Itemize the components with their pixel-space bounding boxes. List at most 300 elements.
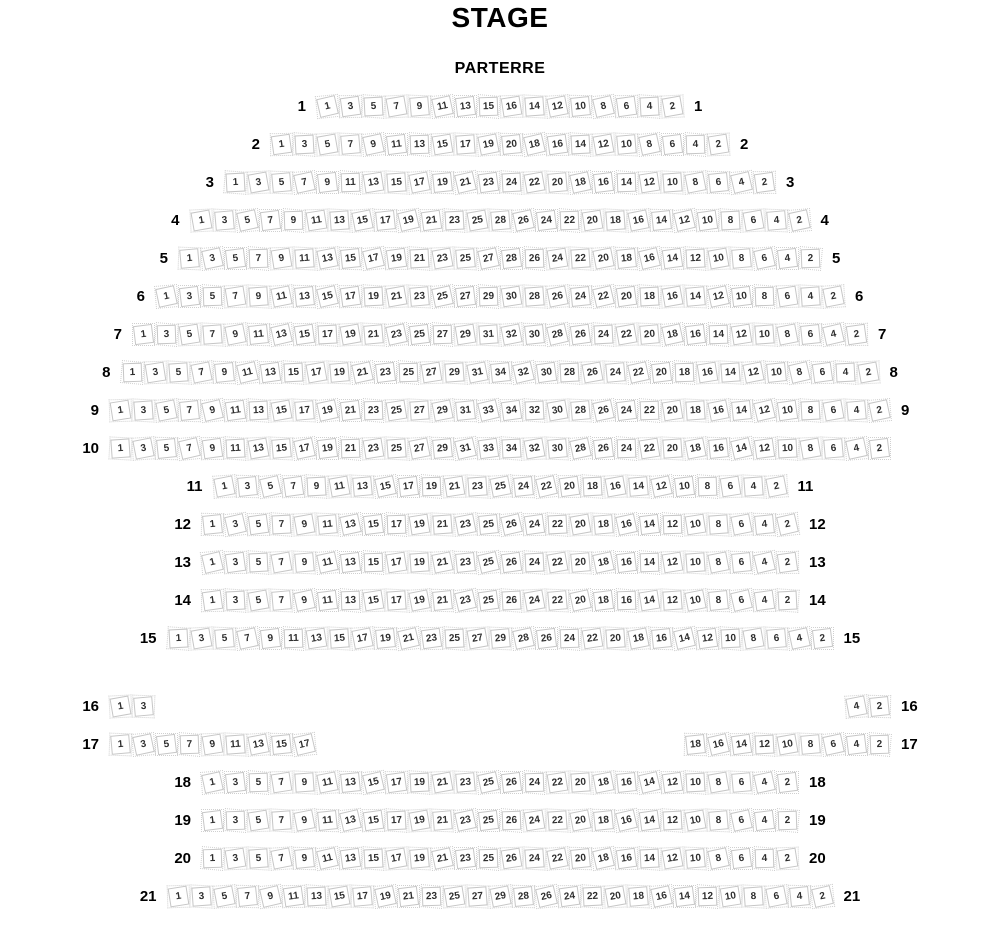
seat-row17-13[interactable] [247, 733, 269, 755]
seat-row4-5[interactable] [236, 209, 259, 232]
seat-row18-13[interactable] [340, 772, 361, 793]
seat-row15-16[interactable] [651, 628, 672, 649]
seat-row13-1[interactable] [201, 551, 224, 574]
seat-row9-17[interactable] [294, 400, 315, 421]
seat-row9-15[interactable] [270, 399, 292, 421]
seat-row2-3[interactable] [295, 134, 315, 154]
seat-row10-28[interactable] [569, 437, 592, 460]
seat-row12-20[interactable] [569, 513, 591, 535]
seat-row3-24[interactable] [502, 172, 522, 192]
seat-row9-14[interactable] [731, 400, 752, 421]
seat-row14-15[interactable] [363, 589, 385, 611]
seat-row11-20[interactable] [558, 475, 579, 496]
seat-row14-17[interactable] [386, 590, 406, 610]
seat-row9-31[interactable] [455, 400, 476, 421]
seat-row8-29[interactable] [444, 362, 464, 382]
seat-row12-26[interactable] [500, 513, 523, 536]
seat-row9-16[interactable] [707, 399, 729, 421]
seat-row2-12[interactable] [592, 133, 614, 155]
seat-row11-8[interactable] [697, 476, 717, 496]
seat-row6-20[interactable] [616, 285, 637, 306]
seat-row19-14[interactable] [639, 809, 660, 830]
seat-row8-25[interactable] [398, 362, 418, 382]
seat-row9-26[interactable] [592, 399, 615, 422]
seat-row15-12[interactable] [696, 627, 717, 648]
seat-row6-2[interactable] [822, 285, 844, 307]
seat-row7-17[interactable] [318, 324, 338, 344]
seat-row18-5[interactable] [249, 772, 269, 792]
seat-row10-30[interactable] [547, 438, 568, 459]
seat-row4-24[interactable] [535, 209, 556, 230]
seat-row12-10[interactable] [685, 513, 707, 535]
seat-row15-19[interactable] [375, 628, 396, 649]
seat-row3-22[interactable] [523, 171, 545, 193]
seat-row11-10[interactable] [673, 475, 694, 496]
seat-row20-15[interactable] [364, 848, 384, 868]
seat-row15-15[interactable] [329, 628, 349, 648]
seat-row4-3[interactable] [214, 210, 235, 231]
seat-row6-10[interactable] [731, 285, 752, 306]
seat-row17-7[interactable] [180, 734, 200, 754]
seat-row15-17[interactable] [351, 627, 373, 649]
seat-row15-20[interactable] [605, 628, 625, 648]
seat-row6-14[interactable] [685, 286, 706, 307]
seat-row5-11[interactable] [294, 248, 314, 268]
seat-row9-6[interactable] [822, 399, 844, 421]
seat-row7-7[interactable] [202, 324, 222, 344]
seat-row7-27[interactable] [433, 324, 453, 344]
seat-row7-14[interactable] [709, 324, 729, 344]
seat-row12-6[interactable] [730, 513, 752, 535]
seat-row21-24[interactable] [558, 885, 579, 906]
seat-row7-21[interactable] [363, 324, 384, 345]
seat-row18-21[interactable] [431, 771, 453, 793]
seat-row8-30[interactable] [535, 361, 556, 382]
seat-row14-13[interactable] [341, 590, 361, 610]
seat-row10-17[interactable] [293, 437, 316, 460]
seat-row14-23[interactable] [454, 589, 477, 612]
seat-row12-16[interactable] [615, 513, 638, 536]
seat-row1-12[interactable] [546, 95, 568, 117]
seat-row4-15[interactable] [351, 209, 373, 231]
seat-row8-34[interactable] [490, 362, 511, 383]
seat-row9-24[interactable] [616, 399, 637, 420]
seat-row14-14[interactable] [639, 589, 661, 611]
seat-row19-12[interactable] [663, 810, 683, 830]
seat-row3-6[interactable] [708, 172, 729, 193]
seat-row8-28[interactable] [559, 362, 579, 382]
seat-row12-2[interactable] [776, 513, 799, 536]
seat-row13-12[interactable] [662, 551, 684, 573]
seat-row4-8[interactable] [720, 210, 740, 230]
seat-row3-11[interactable] [341, 172, 361, 192]
seat-row17-18[interactable] [685, 734, 706, 755]
seat-row14-7[interactable] [271, 590, 292, 611]
seat-row17-1[interactable] [110, 734, 131, 755]
seat-row6-7[interactable] [225, 285, 247, 307]
seat-row3-12[interactable] [639, 171, 661, 193]
seat-row14-6[interactable] [730, 589, 753, 612]
seat-row2-10[interactable] [616, 134, 637, 155]
seat-row20-7[interactable] [270, 847, 292, 869]
seat-row3-4[interactable] [730, 171, 753, 194]
seat-row9-2[interactable] [868, 399, 891, 422]
seat-row12-7[interactable] [272, 514, 292, 534]
seat-row20-8[interactable] [707, 847, 730, 870]
seat-row21-12[interactable] [697, 886, 717, 906]
seat-row7-5[interactable] [179, 323, 201, 345]
seat-row6-11[interactable] [270, 285, 292, 307]
seat-row9-18[interactable] [685, 400, 705, 420]
seat-row10-5[interactable] [156, 438, 177, 459]
seat-row9-10[interactable] [777, 399, 798, 420]
seat-row14-2[interactable] [778, 590, 798, 610]
seat-row18-9[interactable] [294, 772, 314, 792]
seat-row12-14[interactable] [639, 513, 660, 534]
seat-row12-18[interactable] [593, 514, 614, 535]
seat-row20-1[interactable] [203, 848, 223, 868]
seat-row7-11[interactable] [248, 324, 269, 345]
seat-row20-2[interactable] [777, 847, 799, 869]
seat-row9-11[interactable] [225, 399, 246, 420]
seat-row18-3[interactable] [225, 771, 246, 792]
seat-row15-28[interactable] [512, 627, 535, 650]
seat-row10-15[interactable] [271, 438, 292, 459]
seat-row21-26[interactable] [535, 885, 558, 908]
seat-row17-11[interactable] [225, 734, 245, 754]
seat-row20-21[interactable] [431, 847, 454, 870]
seat-row11-6[interactable] [719, 475, 741, 497]
seat-row11-17[interactable] [397, 475, 418, 496]
seat-row21-9[interactable] [259, 885, 282, 908]
seat-row13-22[interactable] [546, 551, 568, 573]
seat-row18-24[interactable] [525, 772, 545, 792]
seat-row8-32[interactable] [512, 361, 535, 384]
seat-row17-14[interactable] [731, 733, 752, 754]
seat-row3-20[interactable] [547, 172, 568, 193]
seat-row5-28[interactable] [501, 247, 522, 268]
seat-row1-7[interactable] [385, 95, 407, 117]
seat-row17-8[interactable] [800, 734, 821, 755]
seat-row20-13[interactable] [340, 847, 361, 868]
seat-row15-24[interactable] [559, 628, 579, 648]
seat-row9-20[interactable] [662, 399, 684, 421]
seat-row10-19[interactable] [317, 437, 338, 458]
seat-row11-18[interactable] [582, 476, 602, 496]
seat-row4-20[interactable] [581, 209, 603, 231]
seat-row7-8[interactable] [776, 323, 798, 345]
seat-row2-17[interactable] [455, 134, 475, 154]
seat-row20-3[interactable] [225, 847, 247, 869]
seat-row7-23[interactable] [385, 323, 408, 346]
seat-row3-10[interactable] [662, 172, 682, 192]
seat-row8-19[interactable] [329, 362, 350, 383]
seat-row8-1[interactable] [122, 362, 142, 382]
seat-row11-2[interactable] [765, 475, 787, 497]
seat-row11-19[interactable] [421, 476, 441, 496]
seat-row17-4[interactable] [846, 733, 867, 754]
seat-row15-27[interactable] [466, 627, 488, 649]
seat-row10-32[interactable] [523, 437, 545, 459]
seat-row1-8[interactable] [592, 95, 615, 118]
seat-row8-17[interactable] [305, 361, 327, 383]
seat-row11-16[interactable] [604, 475, 626, 497]
seat-row7-19[interactable] [339, 323, 361, 345]
seat-row6-23[interactable] [409, 286, 430, 307]
seat-row13-15[interactable] [364, 552, 384, 572]
seat-row14-16[interactable] [617, 590, 637, 610]
seat-row13-11[interactable] [316, 551, 339, 574]
seat-row13-10[interactable] [685, 552, 705, 572]
seat-row4-17[interactable] [375, 210, 396, 231]
seat-row13-5[interactable] [249, 552, 269, 572]
seat-row19-7[interactable] [271, 810, 291, 830]
seat-row12-3[interactable] [224, 513, 247, 536]
seat-row18-7[interactable] [271, 771, 293, 793]
seat-row5-15[interactable] [340, 248, 361, 269]
seat-row4-23[interactable] [444, 210, 464, 230]
seat-row21-28[interactable] [513, 886, 534, 907]
seat-row8-12[interactable] [742, 361, 764, 383]
seat-row4-28[interactable] [490, 210, 511, 231]
seat-row9-27[interactable] [409, 400, 429, 420]
seat-row13-4[interactable] [753, 551, 776, 574]
seat-row21-23[interactable] [421, 886, 441, 906]
seat-row1-9[interactable] [409, 96, 430, 117]
seat-row15-11[interactable] [283, 628, 303, 648]
seat-row6-25[interactable] [431, 285, 454, 308]
seat-row12-9[interactable] [293, 513, 315, 535]
seat-row9-28[interactable] [570, 400, 591, 421]
seat-row13-17[interactable] [386, 551, 408, 573]
seat-row20-17[interactable] [385, 847, 407, 869]
seat-row5-8[interactable] [731, 248, 752, 269]
seat-row9-25[interactable] [386, 399, 408, 421]
seat-row16-2[interactable] [869, 696, 890, 717]
seat-row9-8[interactable] [801, 400, 821, 420]
seat-row7-20[interactable] [639, 324, 660, 345]
seat-row8-9[interactable] [214, 362, 235, 383]
seat-row10-18[interactable] [684, 437, 706, 459]
seat-row7-22[interactable] [615, 323, 637, 345]
seat-row8-13[interactable] [259, 361, 280, 382]
seat-row11-3[interactable] [237, 476, 258, 497]
seat-row6-29[interactable] [479, 286, 499, 306]
seat-row10-22[interactable] [639, 437, 661, 459]
seat-row13-6[interactable] [731, 552, 752, 573]
seat-row21-2[interactable] [811, 885, 834, 908]
seat-row18-6[interactable] [731, 772, 752, 793]
seat-row10-1[interactable] [110, 438, 130, 458]
seat-row3-16[interactable] [593, 171, 614, 192]
seat-row21-25[interactable] [443, 885, 465, 907]
seat-row15-14[interactable] [673, 627, 696, 650]
seat-row8-24[interactable] [605, 362, 626, 383]
seat-row21-29[interactable] [489, 885, 511, 907]
seat-row15-1[interactable] [168, 628, 188, 648]
seat-row19-5[interactable] [248, 809, 270, 831]
seat-row11-12[interactable] [650, 475, 673, 498]
seat-row8-15[interactable] [283, 362, 303, 382]
seat-row21-27[interactable] [467, 886, 487, 906]
seat-row20-19[interactable] [409, 848, 430, 869]
seat-row3-8[interactable] [684, 171, 706, 193]
seat-row21-3[interactable] [191, 886, 211, 906]
seat-row4-26[interactable] [512, 209, 535, 232]
seat-row7-16[interactable] [685, 323, 706, 344]
seat-row4-22[interactable] [559, 210, 579, 230]
seat-row15-22[interactable] [581, 627, 603, 649]
seat-row19-13[interactable] [339, 809, 362, 832]
seat-row9-19[interactable] [316, 399, 339, 422]
seat-row5-10[interactable] [707, 247, 729, 269]
seat-row3-3[interactable] [247, 171, 269, 193]
seat-row2-13[interactable] [410, 134, 430, 154]
seat-row19-3[interactable] [226, 810, 246, 830]
seat-row21-19[interactable] [374, 885, 397, 908]
seat-row10-33[interactable] [478, 437, 499, 458]
seat-row12-13[interactable] [339, 513, 362, 536]
seat-row12-21[interactable] [432, 514, 452, 534]
seat-row6-3[interactable] [179, 285, 200, 306]
seat-row5-1[interactable] [179, 248, 200, 269]
seat-row11-4[interactable] [743, 476, 763, 496]
seat-row9-9[interactable] [201, 399, 224, 422]
seat-row10-20[interactable] [662, 438, 682, 458]
seat-row18-19[interactable] [410, 772, 430, 792]
seat-row19-25[interactable] [478, 809, 499, 830]
seat-row18-14[interactable] [638, 771, 661, 794]
seat-row18-4[interactable] [753, 771, 776, 794]
seat-row15-5[interactable] [214, 628, 235, 649]
seat-row1-6[interactable] [616, 95, 637, 116]
seat-row11-25[interactable] [489, 475, 511, 497]
seat-row11-13[interactable] [352, 476, 373, 497]
seat-row20-9[interactable] [294, 848, 315, 869]
seat-row10-11[interactable] [226, 438, 246, 458]
seat-row5-17[interactable] [362, 247, 385, 270]
seat-row20-16[interactable] [616, 847, 637, 868]
seat-row1-5[interactable] [364, 96, 384, 116]
seat-row12-11[interactable] [317, 514, 338, 535]
seat-row7-32[interactable] [500, 323, 522, 345]
seat-row14-4[interactable] [754, 589, 775, 610]
seat-row13-8[interactable] [707, 551, 729, 573]
seat-row13-7[interactable] [270, 551, 292, 573]
seat-row13-26[interactable] [501, 551, 522, 572]
seat-row8-11[interactable] [236, 361, 259, 384]
seat-row2-1[interactable] [271, 133, 292, 154]
seat-row6-24[interactable] [570, 286, 591, 307]
seat-row19-8[interactable] [708, 810, 729, 831]
seat-row9-30[interactable] [546, 399, 568, 421]
seat-row4-1[interactable] [190, 209, 212, 231]
seat-row21-13[interactable] [306, 886, 326, 906]
seat-row18-25[interactable] [477, 771, 500, 794]
seat-row6-6[interactable] [777, 285, 799, 307]
seat-row18-11[interactable] [316, 771, 338, 793]
seat-row5-12[interactable] [686, 248, 706, 268]
seat-row7-29[interactable] [455, 323, 477, 345]
seat-row10-2[interactable] [869, 437, 890, 458]
seat-row4-11[interactable] [305, 209, 327, 231]
seat-row13-25[interactable] [477, 551, 500, 574]
seat-row5-26[interactable] [525, 248, 545, 268]
seat-row21-14[interactable] [673, 885, 694, 906]
seat-row13-9[interactable] [294, 552, 315, 573]
seat-row2-7[interactable] [340, 134, 361, 155]
seat-row20-24[interactable] [524, 848, 544, 868]
seat-row12-4[interactable] [754, 514, 775, 535]
seat-row14-25[interactable] [478, 589, 499, 610]
seat-row13-16[interactable] [616, 551, 637, 572]
seat-row2-14[interactable] [571, 134, 591, 154]
seat-row5-23[interactable] [431, 247, 453, 269]
seat-row7-28[interactable] [546, 323, 569, 346]
seat-row7-25[interactable] [409, 323, 430, 344]
seat-row18-2[interactable] [777, 771, 798, 792]
seat-row14-1[interactable] [202, 589, 223, 610]
seat-row5-27[interactable] [477, 247, 500, 270]
seat-row18-22[interactable] [547, 771, 569, 793]
seat-row6-12[interactable] [707, 285, 730, 308]
seat-row13-19[interactable] [409, 552, 429, 572]
seat-row18-8[interactable] [707, 771, 729, 793]
seat-row2-15[interactable] [432, 133, 454, 155]
seat-row14-26[interactable] [502, 590, 522, 610]
seat-row7-26[interactable] [570, 323, 591, 344]
seat-row17-12[interactable] [755, 734, 775, 754]
seat-row5-9[interactable] [271, 247, 293, 269]
seat-row10-6[interactable] [823, 438, 844, 459]
seat-row19-22[interactable] [547, 810, 567, 830]
seat-row3-17[interactable] [408, 171, 430, 193]
seat-row3-9[interactable] [317, 171, 338, 192]
seat-row21-18[interactable] [628, 886, 649, 907]
seat-row14-19[interactable] [408, 589, 430, 611]
seat-row4-7[interactable] [259, 209, 280, 230]
seat-row5-20[interactable] [592, 247, 614, 269]
seat-row3-7[interactable] [293, 171, 316, 194]
seat-row8-21[interactable] [351, 361, 374, 384]
seat-row1-2[interactable] [661, 95, 683, 117]
seat-row15-3[interactable] [190, 627, 212, 649]
seat-row7-30[interactable] [524, 324, 545, 345]
seat-row20-11[interactable] [316, 847, 339, 870]
seat-row3-2[interactable] [754, 171, 775, 192]
seat-row6-22[interactable] [592, 285, 615, 308]
seat-row11-24[interactable] [513, 476, 534, 497]
seat-row5-19[interactable] [386, 247, 407, 268]
seat-row7-9[interactable] [224, 323, 246, 345]
seat-row16-3[interactable] [133, 696, 154, 717]
seat-row2-9[interactable] [362, 133, 385, 156]
seat-row12-12[interactable] [663, 514, 683, 534]
seat-row2-19[interactable] [477, 133, 499, 155]
seat-row14-3[interactable] [226, 590, 246, 610]
seat-row19-21[interactable] [432, 810, 453, 831]
seat-row10-16[interactable] [708, 438, 729, 459]
seat-row10-13[interactable] [247, 437, 269, 459]
seat-row6-30[interactable] [501, 285, 523, 307]
seat-row5-6[interactable] [753, 247, 776, 270]
seat-row9-13[interactable] [249, 400, 269, 420]
seat-row17-3[interactable] [132, 733, 155, 756]
seat-row5-5[interactable] [225, 247, 246, 268]
seat-row21-4[interactable] [789, 886, 810, 907]
seat-row14-8[interactable] [708, 590, 729, 611]
seat-row10-29[interactable] [432, 438, 453, 459]
